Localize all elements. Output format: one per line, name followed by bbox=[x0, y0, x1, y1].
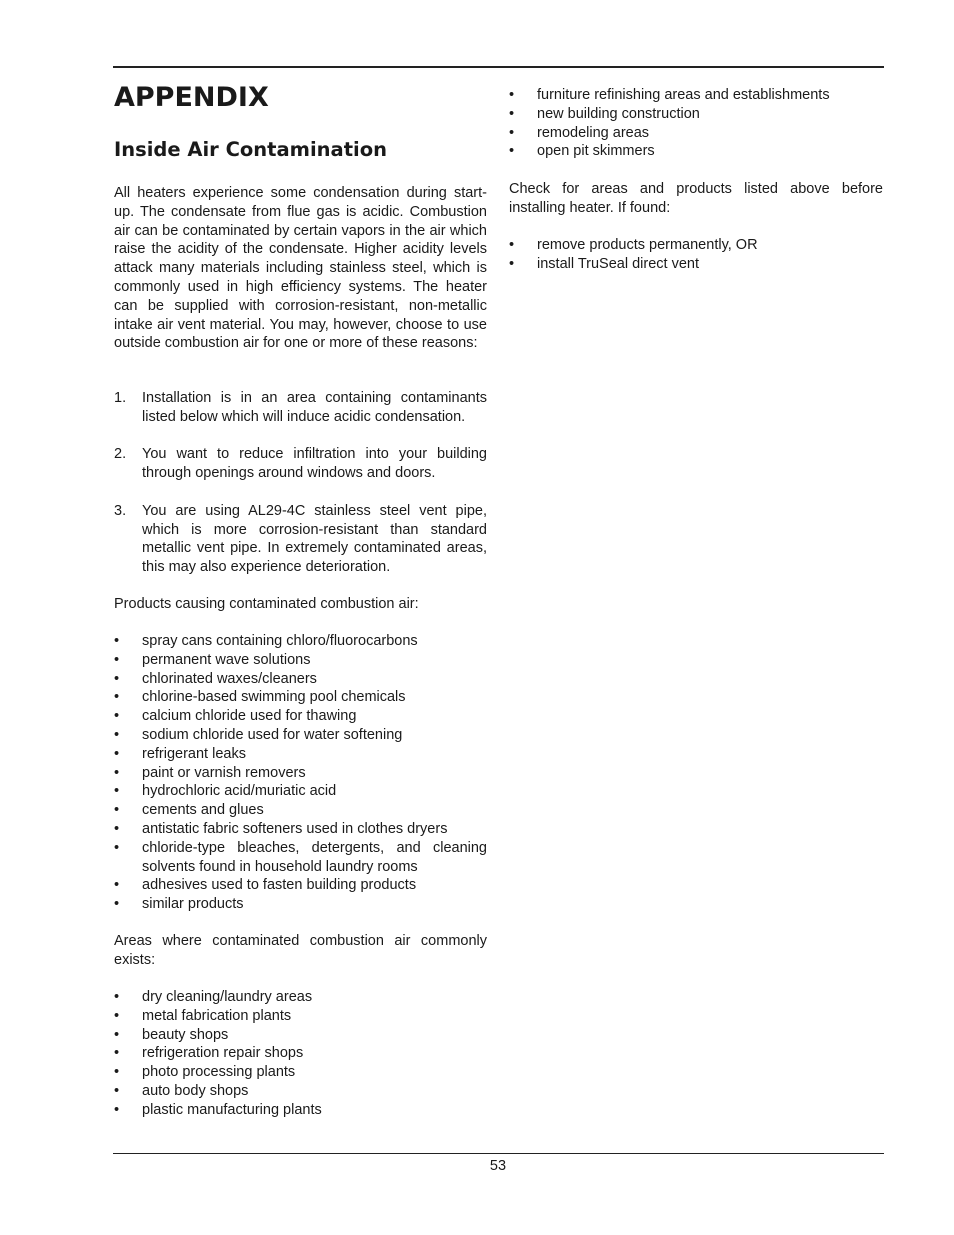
product-item bbox=[114, 726, 487, 745]
product-item-text: hydrochloric acid/muriatic acid bbox=[142, 783, 337, 800]
product-item bbox=[114, 839, 487, 877]
bullet-icon: • bbox=[114, 820, 120, 837]
area-item-text: metal fabrication plants bbox=[142, 1007, 292, 1024]
bullet-icon: • bbox=[114, 651, 120, 668]
page-number: 53 bbox=[489, 1158, 507, 1174]
products-heading: Products causing contaminated combustion air: bbox=[114, 596, 419, 612]
bottom-rule bbox=[113, 1153, 884, 1154]
product-item-text: chlorine-based swimming pool chemicals bbox=[142, 689, 406, 706]
product-item-text: similar products bbox=[142, 896, 244, 913]
products-list bbox=[114, 632, 487, 914]
bullet-icon: • bbox=[114, 689, 120, 706]
bullet-icon: • bbox=[114, 1101, 120, 1118]
area-item bbox=[114, 1101, 487, 1120]
area-item bbox=[114, 988, 487, 1007]
bullet-icon: • bbox=[114, 1026, 120, 1043]
product-item bbox=[114, 707, 487, 726]
page-title: APPENDIX bbox=[114, 82, 269, 113]
area-item bbox=[509, 86, 883, 105]
product-item bbox=[114, 820, 487, 839]
check-paragraph: Check for areas and products listed above before installing heater. If found: bbox=[509, 181, 883, 216]
area-item bbox=[509, 124, 883, 143]
product-item-text: sodium chloride used for water softening bbox=[142, 726, 403, 743]
product-item bbox=[114, 632, 487, 651]
product-item-text: chloride-type bleaches, detergents, and cleaning solvents found in household laundry rooms bbox=[142, 839, 487, 875]
bullet-icon: • bbox=[114, 802, 120, 819]
product-item bbox=[114, 670, 487, 689]
product-item bbox=[114, 876, 487, 895]
action-item-text: remove products permanently, OR bbox=[537, 237, 758, 253]
area-item-text: remodeling areas bbox=[537, 124, 650, 141]
reason-number: 2. bbox=[114, 446, 127, 463]
area-item bbox=[114, 1082, 487, 1101]
reason-item bbox=[114, 502, 487, 577]
area-item-text: furniture refinishing areas and establishments bbox=[537, 87, 830, 103]
area-item bbox=[114, 1026, 487, 1045]
bullet-icon: • bbox=[509, 105, 515, 122]
bullet-icon: • bbox=[114, 764, 120, 781]
bullet-icon: • bbox=[509, 87, 515, 103]
product-item bbox=[114, 782, 487, 801]
reason-text: You want to reduce infiltration into your building through openings around windows and doors. bbox=[142, 446, 487, 482]
bullet-icon: • bbox=[114, 783, 120, 800]
bullet-icon: • bbox=[114, 745, 120, 762]
bullet-icon: • bbox=[114, 989, 120, 1005]
bullet-icon: • bbox=[509, 143, 515, 160]
area-item-text: new building construction bbox=[537, 105, 700, 122]
section-title: Inside Air Contamination bbox=[114, 138, 387, 161]
product-item bbox=[114, 651, 487, 670]
product-item-text: chlorinated waxes/cleaners bbox=[142, 670, 317, 687]
area-item-text: dry cleaning/laundry areas bbox=[142, 989, 313, 1005]
area-item bbox=[114, 1063, 487, 1082]
product-item-text: spray cans containing chloro/fluorocarbons bbox=[142, 633, 418, 649]
product-item bbox=[114, 764, 487, 783]
product-item-text: permanent wave solutions bbox=[142, 651, 311, 668]
reason-number: 3. bbox=[114, 502, 127, 519]
product-item-text: cements and glues bbox=[142, 802, 264, 819]
bullet-icon: • bbox=[114, 839, 120, 856]
product-item-text: adhesives used to fasten building products bbox=[142, 877, 417, 894]
reason-text: You are using AL29-4C stainless steel vent pipe, which is more corrosion-resistant than standard metallic vent pipe. In extremely contaminated areas, this may also experience deterioration. bbox=[142, 502, 487, 576]
product-item bbox=[114, 745, 487, 764]
product-item bbox=[114, 688, 487, 707]
reason-number: 1. bbox=[114, 390, 127, 406]
area-item-text: plastic manufacturing plants bbox=[142, 1101, 322, 1118]
top-rule bbox=[113, 66, 884, 68]
area-item-text: photo processing plants bbox=[142, 1064, 296, 1081]
reasons-list bbox=[114, 389, 487, 596]
reason-item bbox=[114, 445, 487, 483]
areas-list-left bbox=[114, 988, 487, 1120]
actions-list bbox=[509, 236, 883, 274]
area-item bbox=[114, 1007, 487, 1026]
bullet-icon: • bbox=[509, 124, 515, 141]
intro-paragraph: All heaters experience some condensation during start-up. The condensate from flue gas is acidic. Combustion air can be contaminated by certain vapors in the air which raise the acidity of the condensate. Higher acidity levels attack many materials including stainless steel, which is commonly used in high efficiency systems. The heater can be supplied with corrosion-resistant, non-metallic intake air vent material. You may, however, choose to use outside combustion air for one or more of these reasons: bbox=[114, 185, 487, 352]
area-item-text: auto body shops bbox=[142, 1082, 249, 1099]
areas-heading: Areas where contaminated combustion air commonly exists: bbox=[114, 933, 487, 968]
product-item-text: antistatic fabric softeners used in clothes dryers bbox=[142, 820, 448, 837]
bullet-icon: • bbox=[114, 896, 120, 913]
bullet-icon: • bbox=[509, 237, 515, 253]
bullet-icon: • bbox=[114, 670, 120, 687]
bullet-icon: • bbox=[114, 1045, 120, 1062]
area-item-text: refrigeration repair shops bbox=[142, 1045, 304, 1062]
product-item-text: calcium chloride used for thawing bbox=[142, 708, 357, 725]
bullet-icon: • bbox=[114, 726, 120, 743]
bullet-icon: • bbox=[509, 255, 515, 272]
product-item bbox=[114, 895, 487, 914]
bullet-icon: • bbox=[114, 1064, 120, 1081]
action-item-text: install TruSeal direct vent bbox=[537, 255, 699, 272]
area-item bbox=[509, 142, 883, 161]
bullet-icon: • bbox=[114, 877, 120, 894]
product-item-text: paint or varnish removers bbox=[142, 764, 306, 781]
bullet-icon: • bbox=[114, 708, 120, 725]
reason-text: Installation is in an area containing contaminants listed below which will induce acidic condensation. bbox=[142, 390, 487, 425]
reason-item bbox=[114, 389, 487, 427]
bullet-icon: • bbox=[114, 1007, 120, 1024]
product-item bbox=[114, 801, 487, 820]
action-item bbox=[509, 236, 883, 255]
area-item-text: open pit skimmers bbox=[537, 143, 655, 160]
bullet-icon: • bbox=[114, 633, 120, 649]
area-item bbox=[509, 105, 883, 124]
action-item bbox=[509, 255, 883, 274]
product-item-text: refrigerant leaks bbox=[142, 745, 246, 762]
area-item bbox=[114, 1044, 487, 1063]
areas-list-right bbox=[509, 86, 883, 161]
bullet-icon: • bbox=[114, 1082, 120, 1099]
area-item-text: beauty shops bbox=[142, 1026, 229, 1043]
